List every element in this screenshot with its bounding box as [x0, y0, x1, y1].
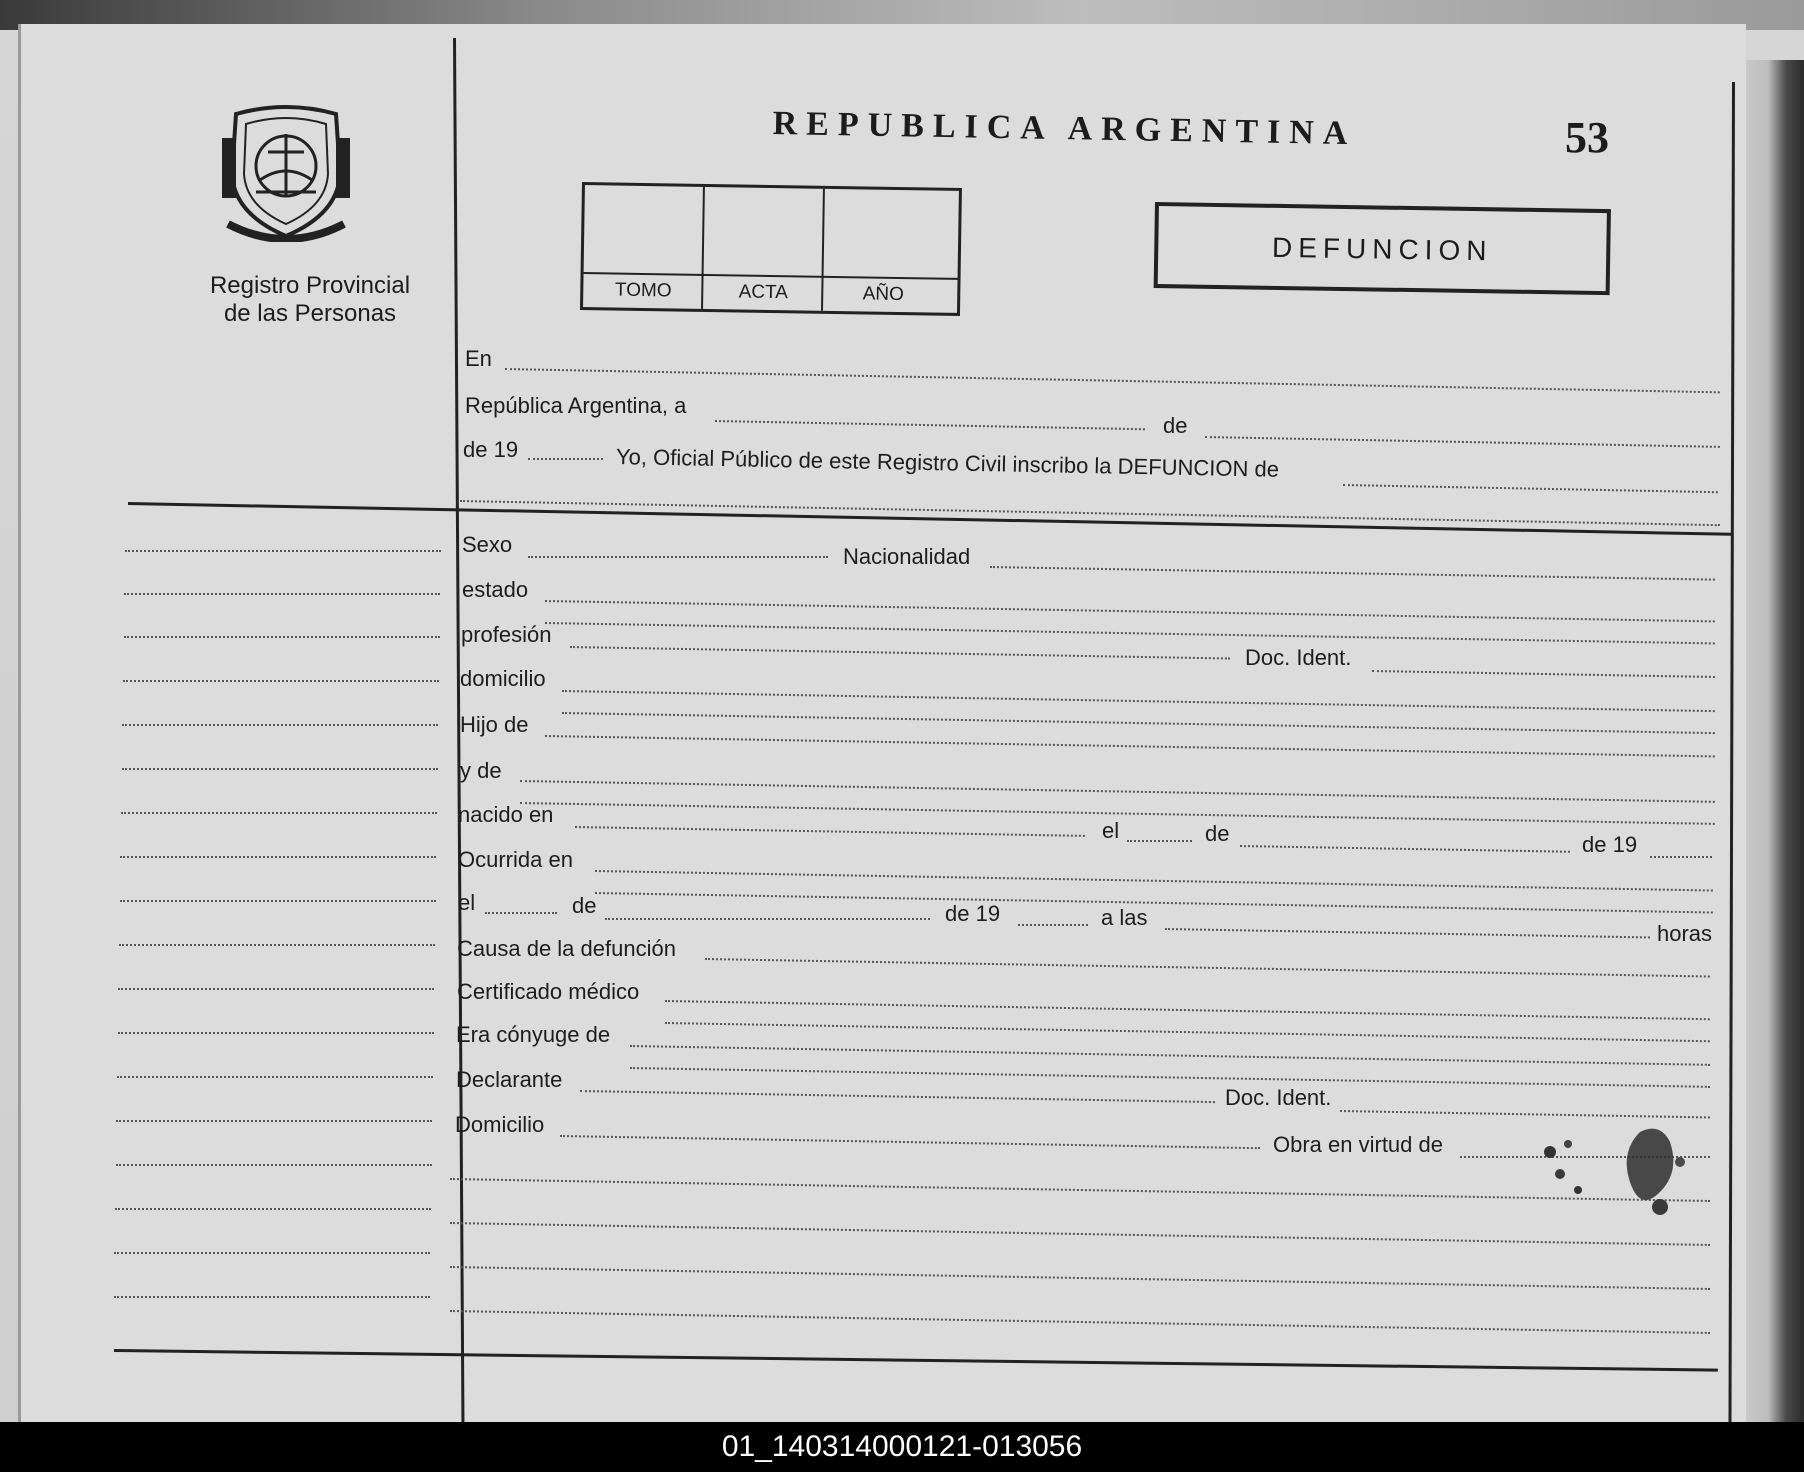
- label-de19-2: de 19: [945, 901, 1001, 926]
- label-estado: estado: [462, 577, 529, 602]
- field-ocurrida-anio[interactable]: [1018, 924, 1088, 926]
- registry-name-line1: Registro Provincial: [209, 272, 411, 299]
- label-domicilio-1: domicilio: [460, 666, 546, 691]
- label-en: En: [465, 346, 492, 371]
- label-profesion: profesión: [461, 622, 552, 647]
- registry-name-line2: de las Personas: [223, 300, 397, 327]
- label-ocurrida-en: Ocurrida en: [458, 847, 573, 872]
- acta-label: ACTA: [738, 281, 789, 304]
- margin-line[interactable]: [114, 1296, 430, 1298]
- margin-line[interactable]: [118, 1032, 434, 1034]
- label-declarante: Declarante: [456, 1067, 563, 1092]
- margin-line[interactable]: [116, 1120, 432, 1122]
- record-type-box: [1154, 202, 1611, 295]
- field-anio[interactable]: [528, 458, 603, 460]
- registry-name: [160, 272, 460, 328]
- margin-line[interactable]: [118, 988, 434, 990]
- field-nacido-dia[interactable]: [1127, 840, 1192, 842]
- label-doc-ident-1: Doc. Ident.: [1245, 645, 1352, 670]
- margin-line[interactable]: [115, 1208, 431, 1210]
- field-ocurrida-mes[interactable]: [605, 918, 930, 920]
- label-el-1: el: [1102, 818, 1120, 843]
- page-right-edge: [1744, 60, 1804, 1422]
- margin-line[interactable]: [123, 680, 439, 682]
- label-el-2: el: [458, 890, 476, 915]
- margin-line[interactable]: [116, 1164, 432, 1166]
- margin-line[interactable]: [121, 812, 437, 814]
- field-ocurrida-dia[interactable]: [485, 912, 557, 914]
- label-doc-ident-2: Doc. Ident.: [1225, 1085, 1332, 1110]
- provincial-seal-icon: [220, 104, 352, 242]
- label-republica: República Argentina, a: [465, 393, 687, 418]
- margin-line[interactable]: [119, 944, 435, 946]
- page-number: 53: [1565, 113, 1609, 162]
- anio-label: AÑO: [862, 283, 905, 306]
- label-obra: Obra en virtud de: [1273, 1132, 1443, 1157]
- label-causa: Causa de la defunción: [457, 936, 676, 961]
- label-a-las: a las: [1101, 905, 1148, 930]
- label-y-de: y de: [460, 758, 502, 783]
- margin-line[interactable]: [114, 1252, 430, 1254]
- margin-line[interactable]: [120, 856, 436, 858]
- label-domicilio-2: Domicilio: [455, 1112, 545, 1137]
- margin-line[interactable]: [120, 900, 436, 902]
- margin-line[interactable]: [122, 768, 438, 770]
- label-horas: horas: [1657, 921, 1713, 946]
- label-de-1: de: [1205, 821, 1230, 846]
- field-nacido-anio[interactable]: [1650, 856, 1712, 858]
- margin-line[interactable]: [125, 550, 441, 552]
- image-caption: 01_140314000121-013056: [0, 1422, 1804, 1472]
- label-de19-1: de 19: [1582, 832, 1638, 857]
- page-title: REPUBLICA ARGENTINA: [772, 105, 1357, 153]
- record-type-label: DEFUNCION: [1271, 231, 1493, 267]
- field-sexo[interactable]: [528, 556, 828, 558]
- ink-smudge: [1520, 1112, 1710, 1232]
- label-nacido-en: nacido en: [458, 802, 554, 827]
- label-hijo-de: Hijo de: [460, 712, 529, 737]
- label-de19: de 19: [463, 437, 519, 462]
- label-de: de: [1163, 413, 1188, 438]
- margin-line[interactable]: [124, 593, 440, 595]
- margin-line[interactable]: [124, 636, 440, 638]
- label-de-2: de: [572, 893, 597, 918]
- registration-box: [580, 182, 962, 316]
- tomo-label: TOMO: [614, 279, 672, 302]
- label-sexo: Sexo: [462, 532, 513, 557]
- label-conyuge: Era cónyuge de: [456, 1022, 611, 1047]
- label-certificado: Certificado médico: [457, 979, 640, 1004]
- margin-line[interactable]: [117, 1076, 433, 1078]
- label-nacionalidad: Nacionalidad: [843, 544, 971, 569]
- label-yo-oficial: Yo, Oficial Público de este Registro Civil inscribo la DEFUNCION de: [615, 444, 1280, 482]
- margin-line[interactable]: [122, 724, 438, 726]
